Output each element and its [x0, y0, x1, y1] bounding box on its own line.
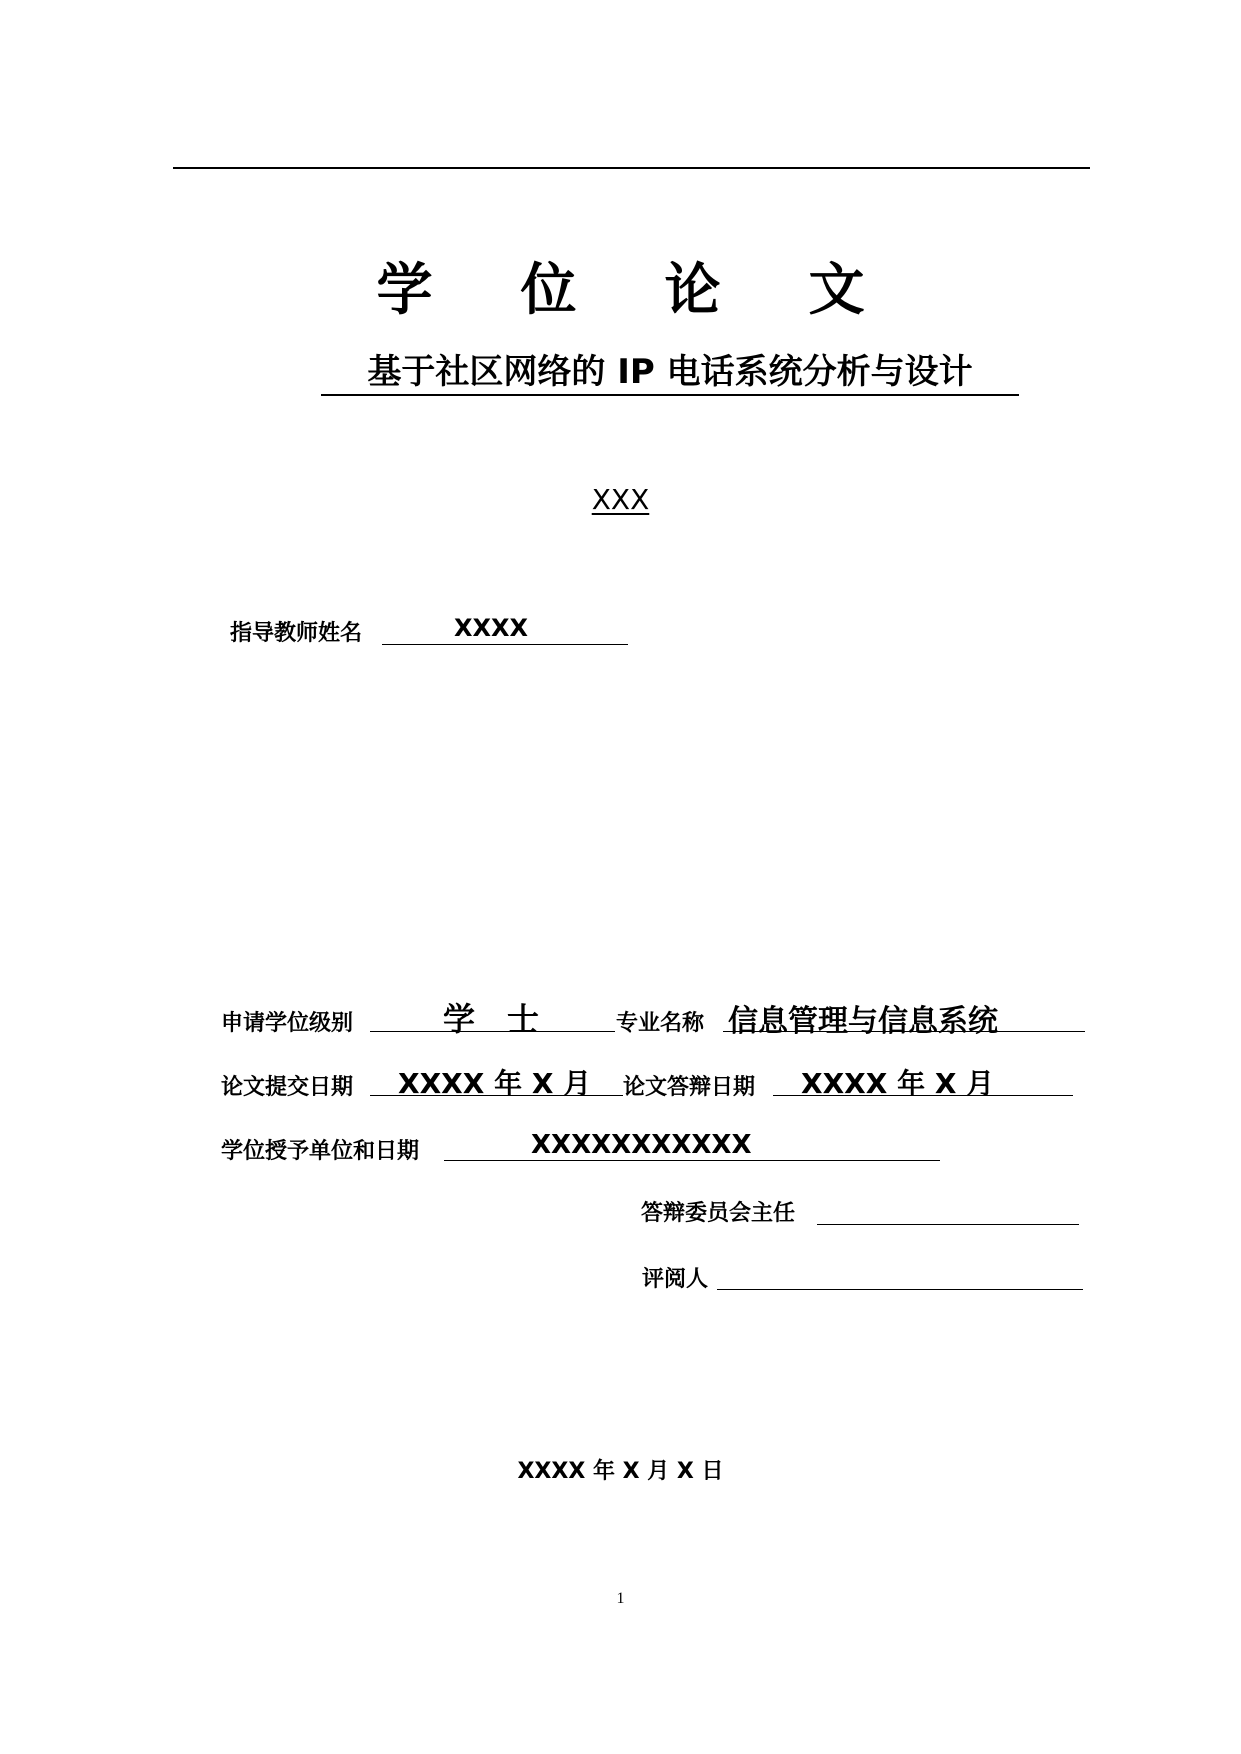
committee-chair-field	[817, 1190, 1079, 1225]
submit-date-value: XXXX 年 X 月	[398, 1067, 592, 1100]
advisor-value: XXXX	[454, 614, 529, 642]
degree-level-value: 学 士	[443, 1000, 540, 1038]
author-name	[0, 482, 1241, 518]
page-number: 1	[616, 1590, 625, 1607]
author-name-text: XXX	[591, 483, 650, 516]
document-title	[0, 258, 1241, 324]
reviewer-label: 评阅人	[642, 1267, 709, 1292]
title-char: 学	[376, 258, 433, 323]
awarding-value: XXXXXXXXXXX	[531, 1130, 752, 1160]
defense-date-value: XXXX 年 X 月	[801, 1067, 995, 1100]
reviewer-field	[717, 1255, 1083, 1290]
advisor-label: 指导教师姓名	[230, 621, 363, 646]
title-char: 论	[664, 258, 721, 323]
major-value: 信息管理与信息系统	[728, 1004, 998, 1039]
top-rule	[173, 167, 1090, 169]
title-char: 文	[808, 258, 865, 323]
degree-level-label: 申请学位级别	[221, 1011, 354, 1036]
cover-date: XXXX 年 X 月 X 日	[517, 1459, 724, 1484]
submit-date-label: 论文提交日期	[221, 1075, 354, 1100]
thesis-subtitle: 基于社区网络的 IP 电话系统分析与设计	[321, 350, 1019, 396]
major-label: 专业名称	[616, 1011, 705, 1036]
committee-chair-label: 答辩委员会主任	[641, 1201, 796, 1226]
title-char: 位	[520, 258, 577, 323]
defense-date-label: 论文答辩日期	[623, 1075, 756, 1100]
awarding-label: 学位授予单位和日期	[221, 1139, 420, 1164]
